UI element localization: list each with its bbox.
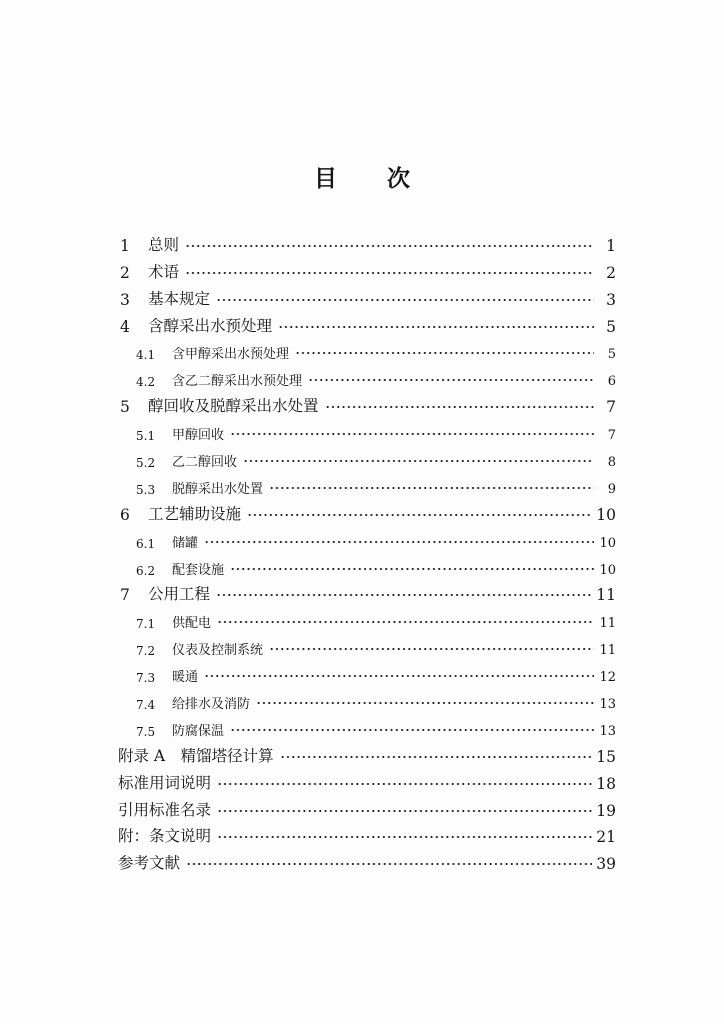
toc-entry-number: 6.1 [136, 536, 156, 551]
toc-leader-dots [185, 242, 594, 250]
toc-entry-label: 标准用词说明 [118, 773, 212, 792]
toc-entry-page: 11 [596, 586, 616, 605]
toc-entry[interactable] [118, 766, 616, 793]
toc-entry[interactable] [118, 739, 616, 766]
toc-entry-label: 甲醇回收 [172, 428, 225, 444]
toc-entry[interactable] [118, 470, 616, 497]
toc-entry-label: 总则 [148, 235, 180, 254]
toc-entry[interactable] [118, 712, 616, 739]
toc-entry-number: 1 [120, 236, 130, 255]
toc-leader-dots [308, 376, 594, 384]
toc-entry-page: 5 [606, 317, 616, 336]
toc-leader-dots [217, 780, 592, 788]
toc-entry-page: 10 [599, 535, 616, 551]
toc-entry[interactable] [118, 389, 616, 416]
toc-leader-dots [269, 484, 594, 492]
toc-entry-number: 2 [120, 263, 130, 282]
toc-entry-number: 3 [120, 290, 130, 309]
toc-entry-page: 7 [606, 398, 616, 417]
toc-entry-number: 5.3 [136, 482, 156, 497]
toc-entry[interactable] [118, 309, 616, 336]
toc-leader-dots [247, 511, 592, 519]
toc-entry-number: 7 [120, 586, 130, 605]
toc-entry-label: 公用工程 [148, 585, 211, 604]
table-of-contents [118, 228, 616, 873]
toc-entry-label: 供配电 [172, 616, 212, 632]
toc-entry-label: 工艺辅助设施 [148, 504, 242, 523]
toc-leader-dots [280, 753, 593, 761]
toc-entry-page: 2 [606, 263, 616, 282]
toc-entry[interactable] [118, 255, 616, 282]
toc-entry[interactable] [118, 578, 616, 605]
toc-entry-page: 7 [607, 428, 616, 444]
page-title [0, 160, 724, 193]
toc-entry[interactable] [118, 685, 616, 712]
toc-entry-page: 39 [596, 855, 616, 874]
toc-entry-number: 4.2 [136, 375, 156, 390]
toc-leader-dots [256, 699, 594, 707]
toc-entry-page: 8 [607, 455, 616, 471]
toc-leader-dots [216, 296, 594, 304]
toc-entry-page: 18 [596, 774, 616, 793]
toc-leader-dots [217, 833, 592, 841]
toc-leader-dots [185, 269, 594, 277]
toc-entry-number: 7.3 [136, 671, 156, 686]
toc-entry-label: 给排水及消防 [172, 697, 251, 713]
toc-leader-dots [230, 565, 594, 573]
toc-entry-label: 暖通 [172, 670, 199, 686]
toc-entry-label: 附：条文说明 [118, 827, 212, 846]
toc-leader-dots [230, 726, 594, 734]
toc-entry-page: 1 [606, 236, 616, 255]
toc-entry-label: 乙二醇回收 [172, 455, 238, 471]
toc-entry-page: 3 [606, 290, 616, 309]
toc-entry-page: 10 [599, 562, 616, 578]
toc-entry-label: 含乙二醇采出水预处理 [172, 374, 303, 390]
toc-leader-dots [216, 591, 592, 599]
toc-entry-page: 5 [607, 347, 616, 363]
toc-entry-number: 7.5 [136, 724, 156, 739]
toc-entry-page: 21 [596, 828, 616, 847]
toc-entry[interactable] [118, 820, 616, 847]
toc-entry[interactable] [118, 497, 616, 524]
toc-entry-number: 6.2 [136, 563, 156, 578]
toc-entry-label: 储罐 [172, 535, 199, 551]
toc-entry-label: 引用标准名录 [118, 800, 212, 819]
toc-entry[interactable] [118, 416, 616, 443]
toc-entry[interactable] [118, 362, 616, 389]
toc-entry[interactable] [118, 658, 616, 685]
toc-entry[interactable] [118, 443, 616, 470]
toc-entry[interactable] [118, 604, 616, 631]
toc-entry-label: 含甲醇采出水预处理 [172, 347, 290, 363]
toc-leader-dots [204, 672, 594, 680]
toc-leader-dots [217, 618, 594, 626]
toc-entry-number: 4 [120, 317, 130, 336]
toc-leader-dots [186, 860, 592, 868]
toc-entry-page: 6 [607, 374, 616, 390]
toc-leader-dots [230, 430, 594, 438]
toc-entry-number: 7.4 [136, 698, 156, 713]
toc-entry-label: 防腐保温 [172, 723, 225, 739]
toc-entry-label: 参考文献 [118, 854, 181, 873]
toc-entry-page: 19 [596, 801, 616, 820]
toc-entry[interactable] [118, 336, 616, 363]
toc-entry-label: 醇回收及脱醇采出水处置 [148, 397, 319, 416]
toc-leader-dots [295, 349, 594, 357]
toc-entry-page: 13 [599, 723, 616, 739]
toc-entry-page: 10 [596, 505, 616, 524]
toc-entry-label: 含醇采出水预处理 [148, 316, 273, 335]
toc-leader-dots [278, 323, 594, 331]
toc-leader-dots [204, 538, 594, 546]
toc-entry[interactable] [118, 793, 616, 820]
toc-entry-number: 7.2 [136, 644, 156, 659]
toc-entry[interactable] [118, 631, 616, 658]
toc-entry-page: 13 [599, 697, 616, 713]
toc-leader-dots [243, 457, 594, 465]
toc-entry-label: 配套设施 [172, 562, 225, 578]
title-char-1: 目 [314, 166, 337, 192]
toc-entry-label: 仪表及控制系统 [172, 643, 264, 659]
title-char-2: 次 [387, 166, 410, 192]
toc-entry-number: 5.2 [136, 456, 156, 471]
toc-entry-label: 脱醇采出水处置 [172, 481, 264, 497]
toc-leader-dots [325, 403, 594, 411]
toc-entry-page: 11 [599, 643, 616, 659]
toc-leader-dots [217, 807, 592, 815]
toc-entry-number: 5 [120, 398, 130, 417]
toc-entry[interactable] [118, 524, 616, 551]
toc-entry-label: 术语 [148, 262, 180, 281]
toc-entry-page: 15 [596, 747, 616, 766]
toc-entry[interactable] [118, 282, 616, 309]
toc-entry[interactable] [118, 228, 616, 255]
toc-entry-number: 5.1 [136, 429, 156, 444]
toc-entry-number: 6 [120, 505, 130, 524]
toc-leader-dots [269, 645, 594, 653]
toc-entry-page: 12 [599, 670, 616, 686]
toc-entry-page: 11 [599, 616, 616, 632]
toc-entry-number: 4.1 [136, 348, 156, 363]
toc-entry-label: 基本规定 [148, 289, 211, 308]
toc-entry[interactable] [118, 846, 616, 873]
toc-entry-number: 7.1 [136, 617, 156, 632]
toc-entry-page: 9 [607, 481, 616, 497]
toc-entry-label: 附录 A 精馏塔径计算 [118, 746, 274, 765]
toc-entry[interactable] [118, 551, 616, 578]
